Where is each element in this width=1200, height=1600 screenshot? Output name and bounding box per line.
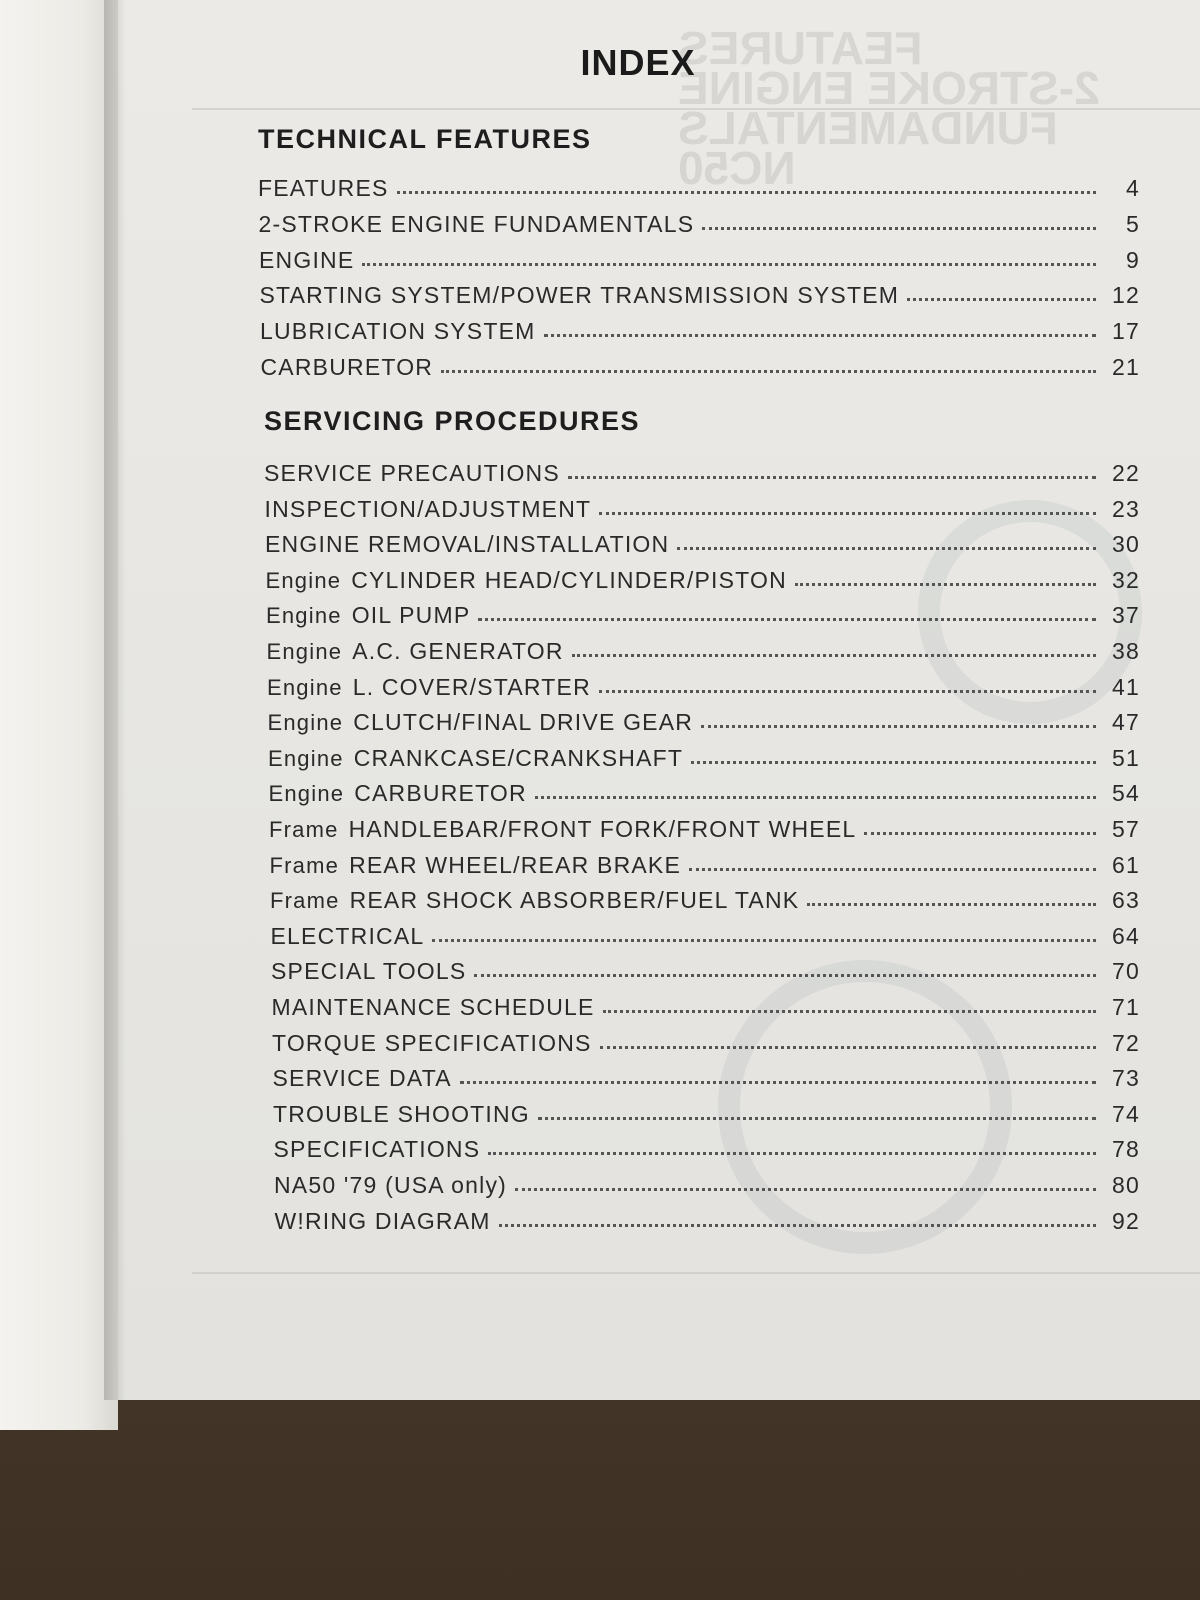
toc-entry-page-number: 51: [1112, 744, 1140, 771]
dotted-leader: [691, 761, 1096, 764]
toc-entry-page-number: 4: [1126, 175, 1140, 201]
section-heading: SERVICING PROCEDURES: [264, 406, 641, 436]
dotted-leader: [432, 939, 1096, 942]
toc-entry-page-number: 37: [1112, 602, 1140, 629]
dotted-leader: [795, 583, 1096, 586]
toc-entry-category: Engine: [266, 639, 343, 664]
dotted-leader: [864, 832, 1096, 835]
show-through-line: FUNDAMENTALS: [678, 102, 1059, 154]
dotted-leader: [478, 618, 1096, 621]
toc-entry: [270, 884, 1140, 914]
dotted-leader: [544, 334, 1097, 337]
facing-page-edge: [0, 0, 118, 1430]
toc-entry: [274, 1169, 1140, 1199]
toc-entry-label: ELECTRICAL: [270, 922, 425, 949]
toc-entry-label: REAR SHOCK ABSORBER/FUEL TANK: [349, 887, 800, 914]
toc-entry-page-number: 47: [1112, 709, 1140, 736]
toc-entry-category: Engine: [266, 603, 342, 629]
toc-entry-label: HANDLEBAR/FRONT FORK/FRONT WHEEL: [348, 816, 857, 842]
toc-entry-page-number: 71: [1112, 994, 1140, 1020]
dotted-leader: [535, 796, 1096, 799]
toc-entry-label: REAR WHEEL/REAR BRAKE: [349, 851, 682, 878]
dotted-leader: [599, 690, 1096, 693]
dotted-leader: [515, 1188, 1096, 1191]
toc-entry-label: ENGINE REMOVAL/INSTALLATION: [265, 531, 670, 558]
divider: [192, 1272, 1200, 1274]
toc-entry-category: Engine: [268, 745, 344, 771]
toc-entry-page-number: 92: [1112, 1207, 1140, 1234]
toc-entry-category: Frame: [269, 852, 340, 878]
toc-entry: [264, 457, 1140, 487]
toc-entry-category: Engine: [267, 674, 343, 700]
toc-entry-label: INSPECTION/ADJUSTMENT: [264, 495, 592, 522]
dotted-leader: [568, 476, 1096, 479]
toc-entry-page-number: 32: [1112, 566, 1140, 593]
toc-entry-page-number: 64: [1112, 922, 1140, 949]
dotted-leader: [362, 263, 1096, 266]
section-heading: TECHNICAL FEATURES: [258, 124, 592, 154]
toc-entry: [272, 991, 1141, 1021]
toc-entry-label: CRANKCASE/CRANKSHAFT: [353, 744, 684, 771]
toc-entry: [258, 172, 1140, 202]
dotted-leader: [701, 725, 1096, 728]
dotted-leader: [397, 191, 1096, 194]
toc-entry: [260, 315, 1140, 345]
dotted-leader: [600, 1046, 1096, 1049]
toc-entry-category: Frame: [269, 817, 339, 842]
toc-entry-label: SPECIFICATIONS: [273, 1136, 481, 1163]
page-title: INDEX: [580, 42, 696, 83]
toc-entry-label: 2-STROKE ENGINE FUNDAMENTALS: [258, 210, 695, 237]
toc-entry-label: TROUBLE SHOOTING: [273, 1100, 530, 1127]
dotted-leader: [689, 868, 1096, 871]
toc-entry: [269, 777, 1141, 807]
toc-entry-category: Frame: [270, 888, 340, 914]
divider: [192, 108, 1200, 110]
toc-entry-page-number: 80: [1112, 1172, 1140, 1198]
toc-entry-label: W!RING DIAGRAM: [274, 1207, 491, 1234]
toc-entry-page-number: 54: [1112, 780, 1140, 807]
toc-entry: [259, 244, 1140, 274]
toc-entry: [269, 813, 1140, 843]
toc-entry-label: CARBURETOR: [354, 780, 527, 807]
dotted-leader: [702, 227, 1096, 230]
toc-entry-label: SPECIAL TOOLS: [271, 958, 467, 985]
dotted-leader: [599, 512, 1096, 515]
toc-entry-page-number: 5: [1126, 210, 1140, 237]
show-through-line: NC50: [678, 142, 796, 194]
toc-entry-page-number: 30: [1112, 531, 1140, 558]
toc-entry-page-number: 21: [1112, 354, 1140, 380]
toc-entry-page-number: 23: [1112, 495, 1140, 522]
toc-entry-page-number: 57: [1112, 816, 1140, 842]
toc-entry-page-number: 38: [1112, 638, 1140, 664]
toc-entry: [268, 742, 1140, 772]
toc-entry: [273, 1062, 1141, 1092]
book-gutter: [104, 0, 126, 1400]
dotted-leader: [460, 1081, 1096, 1084]
dotted-leader: [603, 1010, 1096, 1013]
toc-entry-page-number: 70: [1112, 958, 1140, 985]
toc-entry: [268, 706, 1141, 736]
toc-entry: [271, 955, 1140, 985]
dotted-leader: [807, 903, 1096, 906]
toc-entry-label: L. COVER/STARTER: [352, 673, 591, 700]
dotted-leader: [538, 1117, 1096, 1120]
toc-entry-label: LUBRICATION SYSTEM: [260, 318, 536, 345]
toc-entry-page-number: 72: [1112, 1029, 1140, 1056]
toc-entry: [265, 528, 1140, 558]
toc-entry: [274, 1133, 1141, 1163]
toc-entry: [271, 920, 1141, 950]
dotted-leader: [907, 298, 1096, 301]
toc-entry-label: SERVICE DATA: [272, 1065, 452, 1092]
show-through-line: 2-STROKE ENGINE: [678, 62, 1100, 114]
toc-entry-label: CYLINDER HEAD/CYLINDER/PISTON: [351, 566, 787, 593]
toc-entry-label: A.C. GENERATOR: [352, 638, 564, 664]
toc-entry-category: Engine: [267, 710, 344, 736]
toc-entry-page-number: 12: [1112, 282, 1140, 309]
toc-entry-category: Engine: [268, 781, 345, 807]
index-page: [118, 0, 1200, 1400]
toc-entry-label: CLUTCH/FINAL DRIVE GEAR: [353, 709, 694, 736]
toc-entry-page-number: 22: [1112, 460, 1140, 486]
toc-entry-label: STARTING SYSTEM/POWER TRANSMISSION SYSTEM: [259, 282, 900, 309]
toc-entry: [260, 279, 1141, 309]
dotted-leader: [474, 974, 1096, 977]
dotted-leader: [499, 1224, 1096, 1227]
dotted-leader: [572, 654, 1096, 657]
toc-entry: [275, 1205, 1141, 1235]
toc-entry-label: ENGINE: [259, 246, 355, 273]
toc-entry-label: CARBURETOR: [260, 354, 434, 380]
toc-entry: [266, 564, 1141, 594]
toc-entry: [259, 208, 1141, 238]
toc-entry: [267, 671, 1140, 701]
toc-entry-page-number: 17: [1112, 318, 1140, 345]
toc-entry-label: SERVICE PRECAUTIONS: [264, 460, 560, 486]
toc-entry: [267, 635, 1141, 665]
toc-entry-label: TORQUE SPECIFICATIONS: [272, 1029, 592, 1056]
toc-entry-page-number: 9: [1126, 246, 1140, 273]
toc-entry-page-number: 41: [1112, 673, 1140, 700]
toc-entry: [272, 1027, 1140, 1057]
toc-entry-label: MAINTENANCE SCHEDULE: [271, 994, 595, 1020]
toc-entry-label: FEATURES: [258, 175, 389, 201]
toc-entry-page-number: 78: [1112, 1136, 1140, 1163]
toc-entry: [270, 849, 1141, 879]
dotted-leader: [677, 547, 1096, 550]
toc-entry-label: NA50 '79 (USA only): [274, 1172, 508, 1198]
toc-entry-page-number: 74: [1112, 1100, 1140, 1127]
toc-entry-label: OIL PUMP: [351, 602, 471, 629]
toc-entry-category: Engine: [265, 567, 342, 593]
toc-entry: [265, 493, 1141, 523]
toc-entry: [261, 351, 1141, 381]
toc-entry: [273, 1098, 1140, 1128]
toc-entry-page-number: 61: [1112, 851, 1140, 878]
dotted-leader: [441, 370, 1096, 373]
dotted-leader: [488, 1152, 1096, 1155]
toc-entry: [266, 599, 1140, 629]
toc-entry-page-number: 73: [1112, 1065, 1140, 1092]
show-through-line: FEATURES: [678, 22, 923, 74]
toc-entry-page-number: 63: [1112, 887, 1140, 914]
